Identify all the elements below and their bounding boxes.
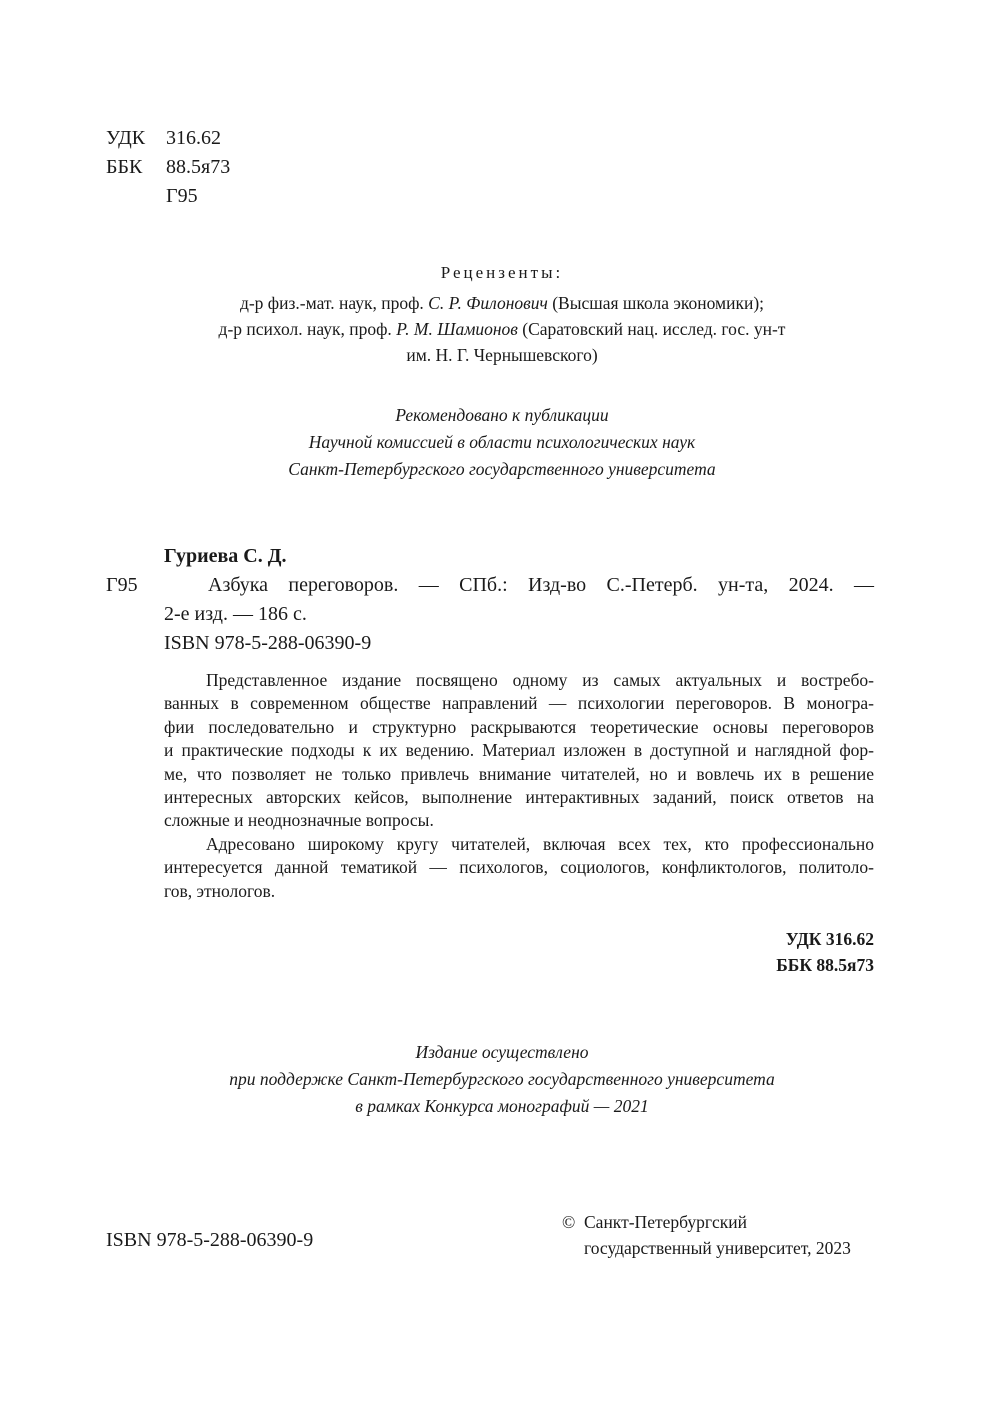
annotation-line: гов, этнологов. <box>164 880 276 901</box>
copyright <box>562 1209 851 1261</box>
bbk-right: ББК 88.5я73 <box>776 955 874 975</box>
reviewer-2-affiliation: им. Н. Г. Чернышевского) <box>406 345 598 365</box>
edition-line: 2-е изд. — 186 с. <box>164 603 307 625</box>
support-note <box>0 1039 1004 1120</box>
annotation-line: сложные и неоднозначные вопросы. <box>164 810 434 831</box>
isbn-line: ISBN 978-5-288-06390-9 <box>164 632 372 654</box>
book-title-line: Азбука переговоров. — СПб.: Изд-во С.-Петерб. ун-та, 2024. — <box>208 574 874 596</box>
reviewers-list <box>0 290 1004 368</box>
udk-value: 316.62 <box>166 127 221 149</box>
copyright-line-1: Санкт-Петербургский <box>584 1212 748 1232</box>
bibliographic-record <box>106 542 874 658</box>
annotation-line: ванных в современном обществе направлений — психологии переговоров. В моногра- <box>164 693 874 714</box>
copyright-symbol: © <box>562 1212 576 1232</box>
annotation-line: Адресовано широкому кругу читателей, включая всех тех, кто профессионально <box>206 833 874 854</box>
annotation-line: интересных авторских кейсов, выполнение интерактивных заданий, поиск ответов на <box>164 787 874 808</box>
udk-right: УДК 316.62 <box>785 929 874 949</box>
udk-row <box>106 124 230 153</box>
copyright-line-2: государственный университет, 2023 <box>584 1238 851 1258</box>
annotation-line: Представленное издание посвящено одному из самых актуальных и востребо- <box>206 670 874 690</box>
bbk-row <box>106 153 230 182</box>
annotation-line: фии последовательно и структурно раскрываются теоретические основы переговоров <box>164 716 874 737</box>
footer-isbn: ISBN 978-5-288-06390-9 <box>106 1229 314 1251</box>
reviewer-1-name: С. Р. Филонович <box>428 293 548 313</box>
classification-codes-right <box>776 926 874 978</box>
reviewer-2-name: Р. М. Шамионов <box>396 319 518 339</box>
support-line: Издание осуществлено <box>415 1042 589 1062</box>
udk-label: УДК <box>106 127 146 149</box>
author-name: Гуриева С. Д. <box>164 545 287 567</box>
reviewer-2: д-р психол. наук, проф. Р. М. Шамионов (Саратовский нац. исслед. гос. ун-т <box>218 319 786 339</box>
annotation-line: и практические подходы к их ведению. Материал изложен в доступной и наглядной фор- <box>164 740 874 761</box>
reviewers-title: Рецензенты: <box>440 263 564 282</box>
bbk-label: ББК <box>106 156 143 178</box>
support-line: в рамках Конкурса монографий — 2021 <box>355 1096 649 1116</box>
author-mark-row <box>106 182 230 211</box>
recommendation-line: Научной комиссией в области психологических наук <box>308 432 696 452</box>
recommendation <box>0 402 1004 483</box>
annotation-line: ме, что позволяет не только привлечь внимание читателей, но и вовлечь их в решение <box>164 763 874 784</box>
classification-codes <box>106 124 230 211</box>
recommendation-line: Рекомендовано к публикации <box>395 405 609 425</box>
author-mark-left: Г95 <box>106 574 138 596</box>
recommendation-line: Санкт-Петербургского государственного университета <box>288 459 716 479</box>
annotation <box>164 669 874 903</box>
annotation-line: интересуется данной тематикой — психологов, социологов, конфликтологов, политоло- <box>164 857 874 878</box>
bbk-value: 88.5я73 <box>166 156 231 178</box>
author-mark: Г95 <box>166 185 198 207</box>
reviewer-1: д-р физ.-мат. наук, проф. С. Р. Филонович (Высшая школа экономики); <box>239 293 765 313</box>
support-line: при поддержке Санкт-Петербургского государственного университета <box>229 1069 775 1089</box>
